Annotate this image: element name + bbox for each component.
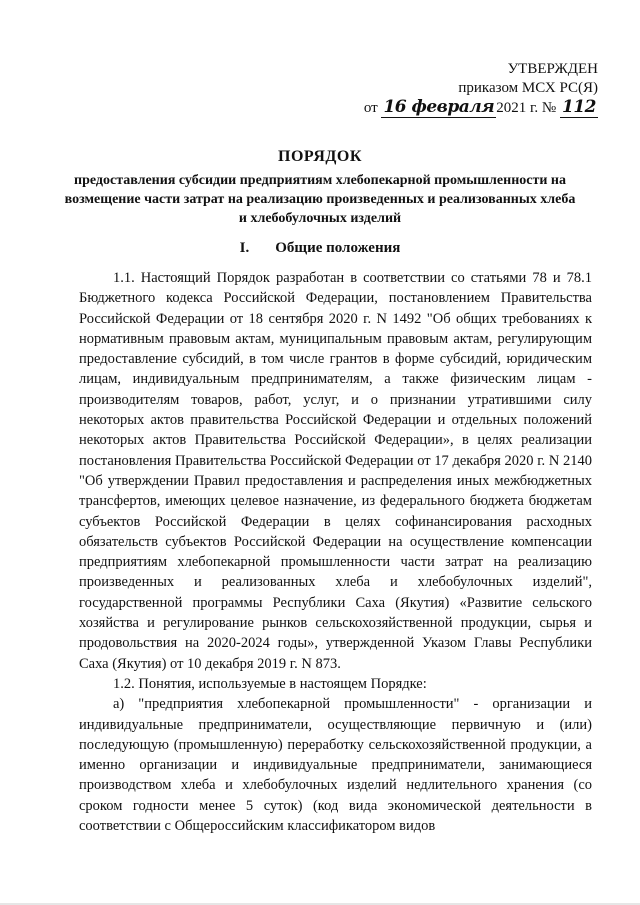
order-reference: приказом МСХ РС(Я) — [458, 80, 598, 96]
section-title: Общие положения — [275, 240, 401, 256]
handwritten-date: 16 февраля — [383, 97, 495, 117]
paragraph-1-2: 1.2. Понятия, используемые в настоящем Порядке: — [113, 675, 427, 692]
paragraph-1-1: 1.1. Настоящий Порядок разработан в соответствии со статьями 78 и 78.1 Бюджетного кодекса Российской Федерации, постановлением Правительства Российской Федерации от 18 сентября 2020 г. N 1492 "Об общих требованиях к нормативным правовым актам, муниципальным правовым актам, регулирующим предоставление субсидий, в том числе грантов в форме субсидий, юридическим лицам, индивидуальным предпринимателям, а также физическим лицам - производителям товаров, работ, услуг, и о признании утратившими силу некоторых актов правительства Российской Федерации и отдельных положений некоторых актов Правительства Российской Федерации», в целях реализации постановления Правительства Российской Федерации от 17 декабря 2020 г. N 2140 "Об утверждении Правил предоставления и распределения иных межбюджетных трансфертов, имеющих целевое назначение, из федерального бюджета бюджетам субъектов Российской Федерации в целях софинансирования расходных обязательств субъектов Российской Федерации на осуществление компенсации предприятиям хлебопекарной промышленности части затрат на реализацию произведенных и реализованных хлеба и хлебобулочных изделий", государственной программы Республики Саха (Якутия) «Развитие сельского хозяйства и регулирование рынков сельскохозяйственной продукции, сырья и продовольствия на 2020-2024 годы», утвержденной Указом Главы Республики Саха (Якутия) от 10 декабря 2019 г. N 873. — [79, 270, 592, 672]
document-subtitle: предоставления субсидии предприятиям хлебопекарной промышленности на возмещение части затрат на реализацию произведенных и реализованных хлеба и хлебобулочных изделий — [64, 173, 576, 226]
approval-stamp — [298, 60, 598, 118]
section-heading — [60, 240, 580, 257]
from-label: от — [363, 100, 378, 116]
order-date-line — [298, 98, 598, 118]
year-number-label: 2021 г. № — [496, 100, 557, 116]
document-title: ПОРЯДОК — [278, 148, 362, 165]
handwritten-order-number: 112 — [562, 97, 596, 117]
paragraph-1-2-a: а) "предприятия хлебопекарной промышленности" - организации и индивидуальные предприниматели, осуществляющие первичную и (или) последующую (промышленную) переработку сельскохозяйственной продукции, а именно организации и индивидуальные предприниматели, занимающиеся производством хлеба и хлебобулочных изделий недлительного хранения (со сроком годности менее 5 суток) (код вида экономической деятельности в соответствии с Общероссийским классификатором видов — [79, 696, 592, 835]
document-title-block — [60, 148, 580, 228]
document-body — [79, 268, 592, 836]
section-number: I. — [239, 240, 250, 256]
approved-label: УТВЕРЖДЕН — [507, 61, 598, 77]
